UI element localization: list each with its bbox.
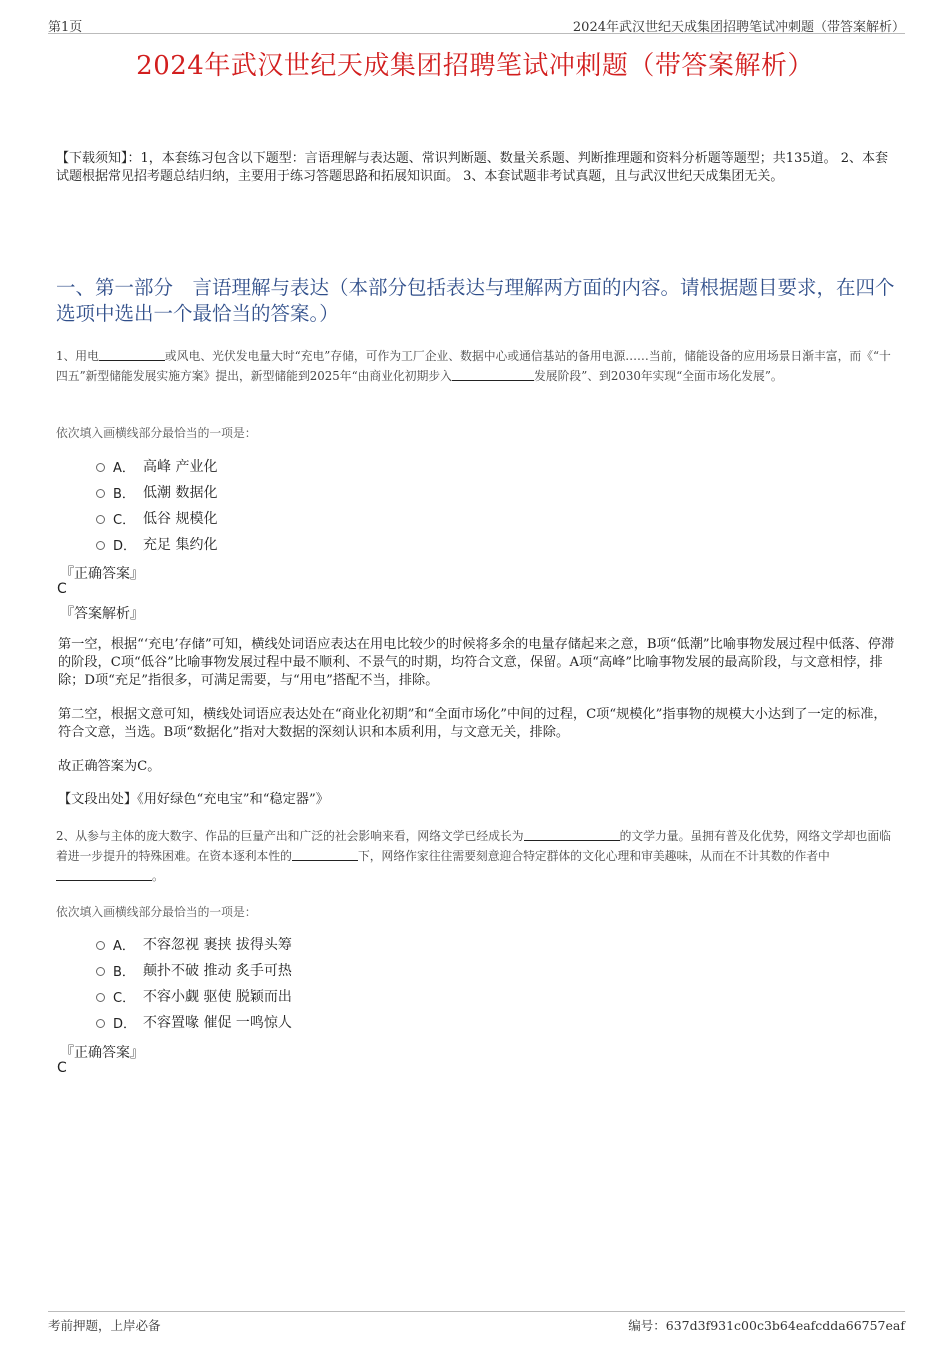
q2-option-b[interactable]: B． 颠扑不破 推动 炙手可热 <box>96 957 292 983</box>
q2-option-d[interactable]: D． 不容置喙 催促 一鸣惊人 <box>96 1009 292 1035</box>
q2-text-part4: 。 <box>152 869 164 883</box>
q1-source: 【文段出处】《用好绿色“充电宝”和“稳定器”》 <box>58 792 329 807</box>
document-title: 2024年武汉世纪天成集团招聘笔试冲刺题（带答案解析） <box>136 51 814 81</box>
q1-analysis-para-2: 第二空，根据文意可知，横线处词语应表达处在“商业化初期”和“全面市场化”中间的过程，C项“规模化”指事物的规模大小达到了一定的标准，符合文意，当选。B项“数据化”指对大数据的深刻认识和本质利用，与文意无关，排除。 <box>58 707 887 740</box>
q1-prompt: 依次填入画横线部分最恰当的一项是： <box>56 426 257 440</box>
q1-analysis-label: 『答案解析』 <box>60 606 144 622</box>
radio-icon[interactable] <box>96 463 105 472</box>
q2-answer-label: 『正确答案』 <box>60 1045 144 1061</box>
q1-answer-label: 『正确答案』 <box>60 566 144 582</box>
q2-options <box>96 931 292 1035</box>
q1-text-part2: 或风电、光伏发电量大时“充电”存储，可作为工厂企业、数据中心或通信基站的备用电源……当前，储能设备的应用场景日渐丰富，而《“十四五”新型储能发展实施方案》提出，新型储能到2025年“由商业化初期步入 <box>56 349 891 383</box>
q1-text-part3: 发展阶段”、到2030年实现“全面市场化发展”。 <box>534 369 783 383</box>
header-doc-title: 2024年武汉世纪天成集团招聘笔试冲刺题（带答案解析） <box>572 20 905 35</box>
radio-icon[interactable] <box>96 1019 105 1028</box>
q2-blank-3 <box>56 867 152 881</box>
footer-serial: 编号：637d3f931c00c3b64eafcdda66757eaf <box>628 1318 905 1333</box>
q1-option-c[interactable]: C． 低谷 规模化 <box>96 505 217 531</box>
radio-icon[interactable] <box>96 515 105 524</box>
q1-text-part1: 1、用电 <box>56 349 99 363</box>
q1-option-a[interactable]: A． 高峰 产业化 <box>96 453 217 479</box>
radio-icon[interactable] <box>96 941 105 950</box>
q2-option-c[interactable]: C． 不容小觑 驱使 脱颖而出 <box>96 983 292 1009</box>
q2-text-part3: 下，网络作家往往需要刻意迎合特定群体的文化心理和审美趣味，从而在不计其数的作者中 <box>357 849 830 863</box>
radio-icon[interactable] <box>96 993 105 1002</box>
q2-option-a[interactable]: A． 不容忽视 裹挟 拔得头筹 <box>96 931 292 957</box>
radio-icon[interactable] <box>96 967 105 976</box>
q1-option-d[interactable]: D． 充足 集约化 <box>96 531 217 557</box>
radio-icon[interactable] <box>96 541 105 550</box>
q1-option-b[interactable]: B． 低潮 数据化 <box>96 479 217 505</box>
q2-answer: C <box>57 1060 67 1076</box>
page-header <box>48 14 905 34</box>
q1-options <box>96 453 217 557</box>
question-2-stem <box>56 826 898 886</box>
page-number: 第1页 <box>48 20 83 35</box>
q1-analysis-para-3: 故正确答案为C。 <box>58 759 161 774</box>
q2-blank-2 <box>292 847 358 861</box>
question-1-stem <box>56 346 898 386</box>
q1-answer: C <box>57 581 67 597</box>
q2-prompt: 依次填入画横线部分最恰当的一项是： <box>56 905 257 919</box>
q2-text-part2: 的文学力量。虽拥有普及化优势，网络文学却也面临着进一步提升的特殊困难。在资本逐利本性的 <box>56 829 891 863</box>
q1-blank-2 <box>452 367 534 381</box>
q1-blank-1 <box>99 347 165 361</box>
download-notice: 【下载须知】：1，本套练习包含以下题型：言语理解与表达题、常识判断题、数量关系题、判断推理题和资料分析题等题型；共135道。 2、本套试题根据常见招考题总结归纳，主要用于练习答题思路和拓展知识面。 3、本套试题非考试真题，且与武汉世纪天成集团无关。 <box>56 151 888 184</box>
footer-slogan: 考前押题，上岸必备 <box>48 1318 161 1333</box>
page-footer <box>48 1311 905 1333</box>
section-title: 一、第一部分 言语理解与表达（本部分包括表达与理解两方面的内容。请根据题目要求，在四个选项中选出一个最恰当的答案。） <box>56 276 895 325</box>
q1-analysis-para-1: 第一空，根据“‘充电’存储”可知，横线处词语应表达在用电比较少的时候将多余的电量存储起来之意，B项“低潮”比喻事物发展过程中低落、停滞的阶段，C项“低谷”比喻事物发展过程中最不顺利、不景气的时期，均符合文意，保留。A项“高峰”比喻事物发展的最高阶段，与文意相悖，排除；D项“充足”指很多，可满足需要，与“用电”搭配不当，排除。 <box>58 637 895 688</box>
radio-icon[interactable] <box>96 489 105 498</box>
q2-blank-1 <box>524 827 620 841</box>
q2-text-part1: 2、从参与主体的庞大数字、作品的巨量产出和广泛的社会影响来看，网络文学已经成长为 <box>56 829 524 843</box>
